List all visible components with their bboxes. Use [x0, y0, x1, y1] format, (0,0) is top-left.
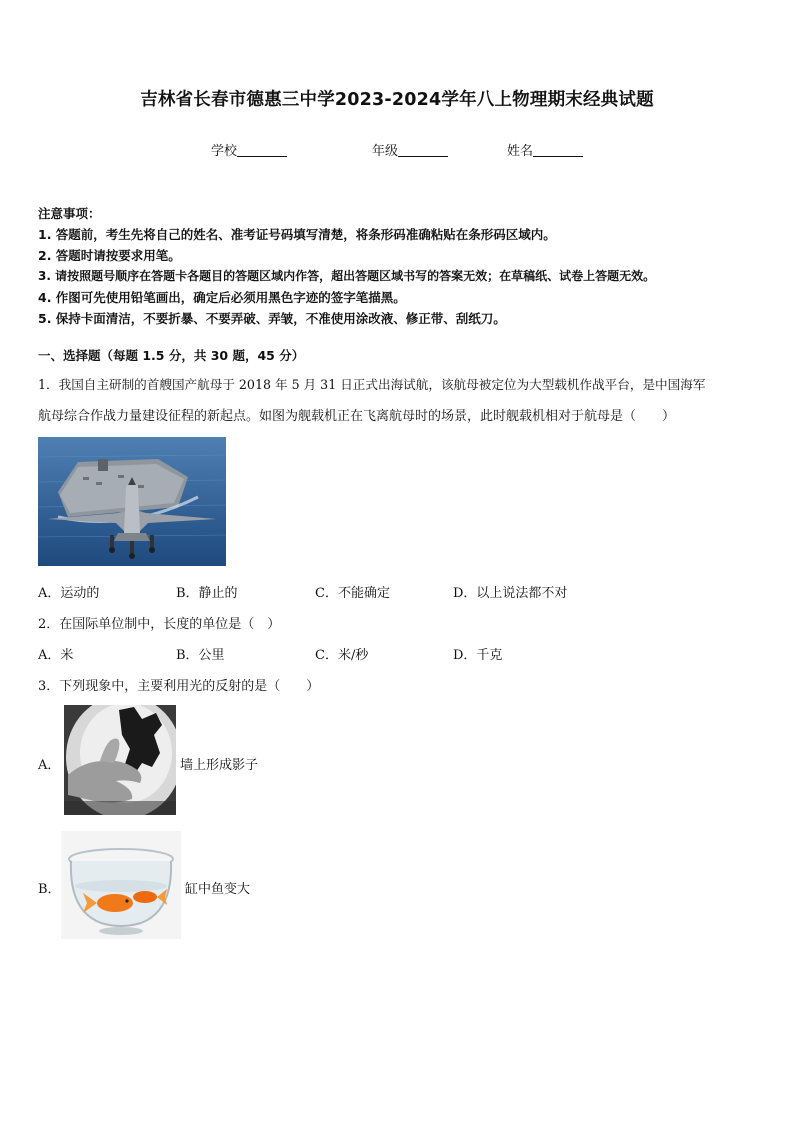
- notice-item: 5. 保持卡面清洁，不要折暴、不要弄破、弄皱，不准使用涂改液、修正带、刮纸刀。: [38, 311, 506, 326]
- school-label: 学校: [211, 144, 238, 159]
- q1-stem-line2: 航母综合作战力量建设征程的新起点。如图为舰载机正在飞离航母时的场景，此时舰载机相对于航母是（ ）: [38, 409, 676, 424]
- aircraft-carrier-illustration: [38, 437, 226, 566]
- hand-shadow-photo: [64, 705, 176, 815]
- hand-shadow-illustration: [64, 705, 176, 815]
- q1-option-b[interactable]: B．静止的: [176, 586, 238, 601]
- name-blank[interactable]: [533, 143, 583, 157]
- q1-stem-line1: 1．我国自主研制的首艘国产航母于 2018 年 5 月 31 日正式出海试航，该航母被定位为大型载机作战平台，是中国海军: [38, 377, 706, 392]
- notice-item: 2. 答题时请按要求用笔。: [38, 248, 181, 263]
- q2-stem: 2．在国际单位制中，长度的单位是（ ）: [38, 617, 281, 632]
- q2-option-c[interactable]: C．米/秒: [315, 648, 369, 663]
- notice-heading: 注意事项：: [38, 206, 101, 221]
- grade-blank[interactable]: [398, 143, 448, 157]
- notice-item: 3. 请按照题号顺序在答题卡各题目的答题区域内作答，超出答题区域书写的答案无效；在草稿纸、试卷上答题无效。: [38, 269, 656, 283]
- q1-option-a[interactable]: A．运动的: [38, 586, 100, 601]
- notice-item: 4. 作图可先使用铅笔画出，确定后必须用黑色字迹的签字笔描黑。: [38, 290, 406, 305]
- q3-stem: 3．下列现象中，主要利用光的反射的是（ ）: [38, 679, 320, 694]
- q2-option-b[interactable]: B．公里: [176, 648, 225, 663]
- section-heading: 一、选择题（每题 1.5 分，共 30 题，45 分）: [38, 348, 305, 363]
- name-field[interactable]: [507, 140, 583, 159]
- q1-option-c[interactable]: C．不能确定: [315, 586, 390, 601]
- q3-option-a-label[interactable]: A．: [38, 758, 61, 773]
- grade-field[interactable]: [372, 140, 448, 159]
- goldfish-bowl-photo: [61, 831, 181, 939]
- q3-option-a-caption: 墙上形成影子: [180, 758, 259, 773]
- q2-option-a[interactable]: A．米: [38, 648, 74, 663]
- notice-block: [38, 203, 655, 329]
- name-label: 姓名: [507, 144, 534, 159]
- school-field[interactable]: [211, 140, 287, 159]
- q3-option-b-label[interactable]: B．: [38, 882, 61, 897]
- aircraft-carrier-photo: [38, 437, 226, 566]
- notice-item: 1. 答题前，考生先将自己的姓名、准考证号码填写清楚，将条形码准确粘贴在条形码区域内。: [38, 227, 556, 242]
- grade-label: 年级: [372, 144, 399, 159]
- goldfish-bowl-illustration: [61, 831, 181, 939]
- q2-option-d[interactable]: D．千克: [453, 648, 503, 663]
- q1-option-d[interactable]: D．以上说法都不对: [453, 586, 568, 601]
- page-title: 吉林省长春市德惠三中学2023-2024学年八上物理期末经典试题: [140, 90, 654, 110]
- q3-option-b-caption: 缸中鱼变大: [185, 882, 251, 897]
- school-blank[interactable]: [237, 143, 287, 157]
